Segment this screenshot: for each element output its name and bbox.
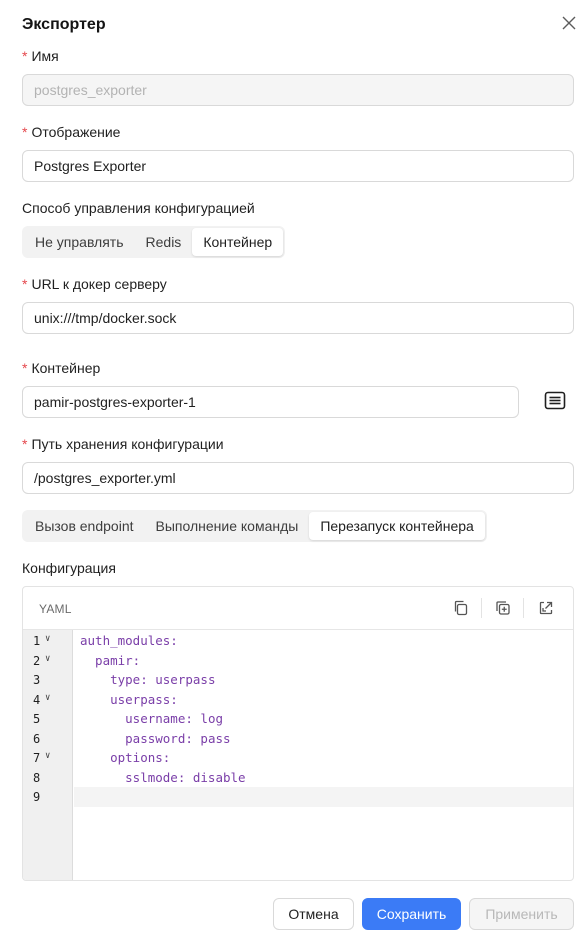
- required-mark: *: [22, 436, 28, 452]
- yaml-editor: [22, 586, 574, 881]
- toolbar-divider: [481, 598, 482, 618]
- yaml-key: pamir:: [80, 652, 141, 668]
- config-mode-segmented: [22, 226, 285, 258]
- duplicate-add-icon[interactable]: [493, 598, 513, 618]
- expand-icon[interactable]: [536, 598, 556, 618]
- editor-body[interactable]: [23, 630, 573, 880]
- line-number: [23, 709, 73, 729]
- yaml-value: log: [192, 711, 223, 726]
- fold-chevron-icon[interactable]: ∨: [45, 653, 51, 664]
- line-number: [23, 748, 73, 768]
- line-number-text: 6: [33, 731, 41, 746]
- container-label-text: Контейнер: [31, 360, 101, 376]
- dialog-title: Экспортер: [22, 16, 106, 33]
- yaml-value: userpass: [147, 672, 216, 687]
- config-path-input[interactable]: /postgres_exporter.yml: [22, 462, 574, 494]
- line-number-text: 7: [33, 751, 41, 765]
- yaml-key: type:: [80, 672, 148, 687]
- line-number: [23, 787, 73, 807]
- code-line[interactable]: [74, 768, 573, 788]
- copy-icon[interactable]: [451, 598, 471, 618]
- line-number: [23, 651, 73, 671]
- line-number: [23, 768, 73, 788]
- config-mode-option-none[interactable]: Не управлять: [35, 234, 124, 250]
- display-label: [22, 124, 120, 140]
- editor-language: YAML: [39, 602, 72, 616]
- code-line[interactable]: [74, 670, 573, 690]
- line-number-text: 1: [33, 634, 41, 648]
- line-number: [23, 690, 73, 710]
- code-line[interactable]: [74, 748, 573, 768]
- container-list-icon[interactable]: [543, 390, 567, 412]
- save-button[interactable]: Сохранить: [362, 898, 461, 930]
- name-label-text: Имя: [31, 48, 59, 64]
- editor-toolbar: [23, 587, 573, 630]
- fold-chevron-icon[interactable]: ∨: [45, 692, 51, 703]
- yaml-value: pass: [192, 730, 231, 746]
- code-line[interactable]: [74, 631, 573, 651]
- close-icon[interactable]: [559, 13, 579, 33]
- apply-button[interactable]: Применить: [469, 898, 574, 930]
- config-mode-label: Способ управления конфигурацией: [22, 200, 255, 216]
- yaml-key: options:: [80, 750, 171, 765]
- docker-url-label: [22, 276, 167, 292]
- line-number: [23, 631, 73, 651]
- line-number: [23, 670, 73, 690]
- required-mark: *: [22, 276, 28, 292]
- line-number: [23, 729, 73, 749]
- code-line[interactable]: [74, 729, 573, 749]
- yaml-key: username:: [80, 711, 193, 726]
- required-mark: *: [22, 48, 28, 64]
- reload-mode-option-restart[interactable]: Перезапуск контейнера: [309, 512, 485, 540]
- yaml-key: userpass:: [80, 691, 178, 707]
- docker-url-input[interactable]: unix:///tmp/docker.sock: [22, 302, 574, 334]
- yaml-key: sslmode:: [80, 769, 186, 785]
- toolbar-divider: [523, 598, 524, 618]
- line-number-text: 5: [33, 712, 41, 726]
- code-line[interactable]: [74, 709, 573, 729]
- config-path-label: [22, 436, 224, 452]
- docker-url-label-text: URL к докер серверу: [31, 276, 167, 292]
- required-mark: *: [22, 124, 28, 140]
- configuration-label: Конфигурация: [22, 560, 116, 576]
- required-mark: *: [22, 360, 28, 376]
- fold-chevron-icon[interactable]: ∨: [45, 634, 51, 644]
- config-path-label-text: Путь хранения конфигурации: [31, 436, 224, 452]
- container-label: [22, 360, 100, 376]
- name-label: [22, 48, 59, 64]
- line-number-text: 3: [33, 673, 41, 687]
- line-gutter: [23, 630, 73, 880]
- display-label-text: Отображение: [31, 124, 121, 140]
- code-line[interactable]: [74, 690, 573, 710]
- code-line[interactable]: [74, 787, 573, 807]
- reload-mode-option-endpoint[interactable]: Вызов endpoint: [35, 518, 134, 534]
- line-number-text: 2: [33, 653, 41, 668]
- config-mode-option-container[interactable]: Контейнер: [192, 228, 283, 256]
- yaml-key: auth_modules:: [80, 633, 178, 648]
- line-number-text: 4: [33, 692, 41, 707]
- container-input[interactable]: pamir-postgres-exporter-1: [22, 386, 519, 418]
- line-number-text: 9: [33, 790, 41, 804]
- cancel-button[interactable]: Отмена: [273, 898, 354, 930]
- yaml-value: disable: [185, 769, 246, 785]
- fold-chevron-icon[interactable]: ∨: [45, 751, 51, 761]
- code-line[interactable]: [74, 651, 573, 671]
- line-number-text: 8: [33, 770, 41, 785]
- yaml-key: password:: [80, 730, 193, 746]
- display-input[interactable]: Postgres Exporter: [22, 150, 574, 182]
- config-mode-option-redis[interactable]: Redis: [145, 234, 182, 250]
- reload-mode-segmented: [22, 510, 487, 542]
- reload-mode-option-command[interactable]: Выполнение команды: [155, 518, 299, 534]
- name-input[interactable]: postgres_exporter: [22, 74, 574, 106]
